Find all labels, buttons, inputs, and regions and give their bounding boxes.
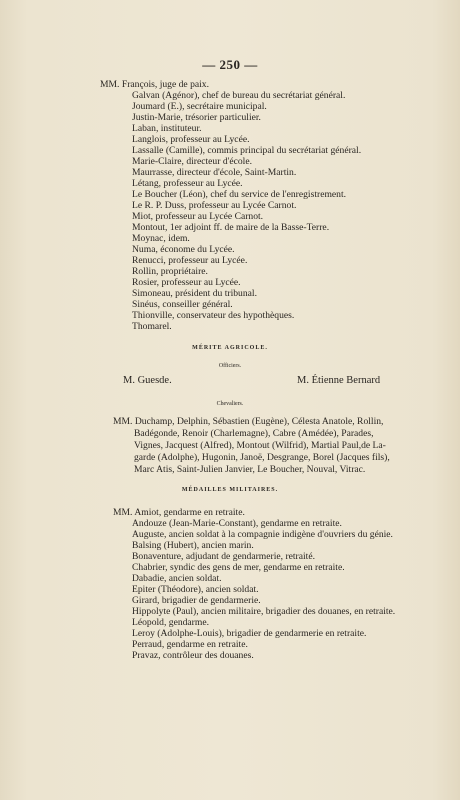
list-item: Hippolyte (Paul), ancien militaire, brigadier des douanes, en retraite. xyxy=(132,606,396,617)
list-item: Thomarel. xyxy=(132,321,172,332)
subsection-officiers: Officiers. xyxy=(218,363,242,369)
list-item: Balsing (Hubert), ancien marin. xyxy=(132,540,254,551)
paragraph-line: Marc Atis, Saint-Julien Janvier, Le Boucher, Nouval, Vitrac. xyxy=(134,464,366,475)
list-item: Miot, professeur au Lycée Carnot. xyxy=(132,211,264,222)
list-item: Chabrier, syndic des gens de mer, gendarme en retraite. xyxy=(132,562,345,573)
paragraph-line: Vignes, Jacquest (Alfred), Montout (Wilfrid), Martial Paul,de La- xyxy=(134,440,386,451)
list-item: Marie-Claire, directeur d'école. xyxy=(132,156,252,167)
paragraph-line: Badégonde, Renoir (Charlemagne), Cabre (Amédée), Parades, xyxy=(134,428,374,439)
list-item: Le Boucher (Léon), chef du service de l'enregistrement. xyxy=(132,189,347,200)
list-item: Léopold, gendarme. xyxy=(132,617,209,628)
section-title-merite-agricole: MÉRITE AGRICOLE. xyxy=(192,345,268,351)
list-item: Montout, 1er adjoint ff. de maire de la Basse-Terre. xyxy=(132,222,330,233)
list-item: Moynac, idem. xyxy=(132,233,190,244)
list-item: MM. François, juge de paix. xyxy=(100,79,209,90)
list-item: Renucci, professeur au Lycée. xyxy=(132,255,248,266)
paragraph-line: MM. Duchamp, Delphin, Sébastien (Eugène), Célesta Anatole, Rollin, xyxy=(113,416,384,427)
page-number: — 250 — xyxy=(202,57,258,72)
officier-left: M. Guesde. xyxy=(123,375,172,386)
list-item: Joumard (E.), secrétaire municipal. xyxy=(132,101,267,112)
list-item: Pravaz, contrôleur des douanes. xyxy=(132,650,254,661)
list-item: Perraud, gendarme en retraite. xyxy=(132,639,248,650)
list-item: Andouze (Jean-Marie-Constant), gendarme en retraite. xyxy=(132,518,342,529)
list-item: Thionville, conservateur des hypothèques. xyxy=(132,310,295,321)
list-item: MM. Amiot, gendarme en retraite. xyxy=(113,507,245,518)
list-item: Bonaventure, adjudant de gendarmerie, retraité. xyxy=(132,551,315,562)
list-item: Galvan (Agénor), chef de bureau du secrétariat général. xyxy=(132,90,346,101)
list-item: Langlois, professeur au Lycée. xyxy=(132,134,250,145)
list-item: Epiter (Théodore), ancien soldat. xyxy=(132,584,259,595)
list-item: Dabadie, ancien soldat. xyxy=(132,573,222,584)
list-item: Rollin, propriétaire. xyxy=(132,266,208,277)
list-item: Girard, brigadier de gendarmerie. xyxy=(132,595,261,606)
list-item: Numa, économe du Lycée. xyxy=(132,244,235,255)
list-item: Simoneau, président du tribunal. xyxy=(132,288,257,299)
list-item: Laban, instituteur. xyxy=(132,123,202,134)
list-item: Létang, professeur au Lycée. xyxy=(132,178,243,189)
list-item: Auguste, ancien soldat à la compagnie indigène d'ouvriers du génie. xyxy=(132,529,393,540)
officier-right: M. Étienne Bernard xyxy=(297,375,381,386)
list-item: Lassalle (Camille), commis principal du secrétariat général. xyxy=(132,145,362,156)
subsection-chevaliers: Chevaliers. xyxy=(216,401,244,407)
list-item: Maurrasse, directeur d'école, Saint-Martin. xyxy=(132,167,297,178)
paragraph-line: garde (Adolphe), Hugonin, Janoë, Desgrange, Borel (Jacques fils), xyxy=(134,452,390,463)
list-item: Le R. P. Duss, professeur au Lycée Carnot. xyxy=(132,200,297,211)
list-item: Sinéus, conseiller général. xyxy=(132,299,233,310)
list-item: Leroy (Adolphe-Louis), brigadier de gendarmerie en retraite. xyxy=(132,628,367,639)
list-item: Justin-Marie, trésorier particulier. xyxy=(132,112,261,123)
list-item: Rosier, professeur au Lycée. xyxy=(132,277,241,288)
section-title-medailles-militaires: MÉDAILLES MILITAIRES. xyxy=(181,487,279,493)
